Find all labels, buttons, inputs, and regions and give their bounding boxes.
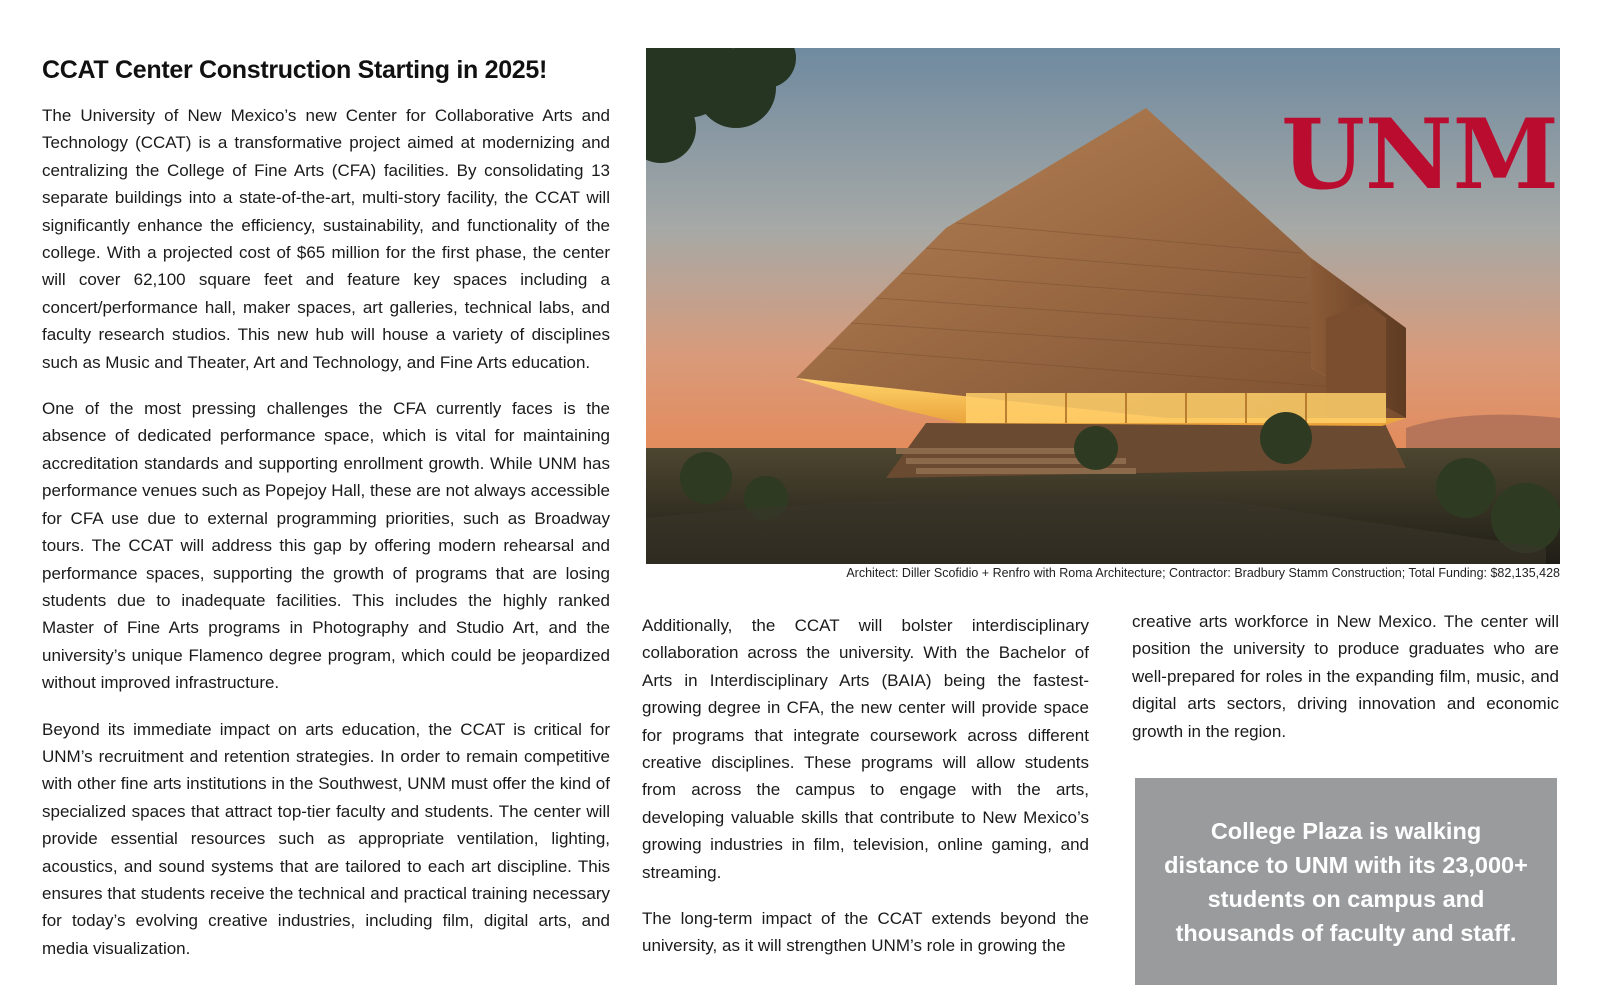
paragraph-performance-space: One of the most pressing challenges the CFA currently faces is the absence of dedicated performance space, which is vital for maintaining accreditation standards and supporting enrollment growth. While UNM has performance venues such as Popejoy Hall, these are not always accessible for CFA use due to external programming priorities, such as Broadway tours. The CCAT will address this gap by offering modern rehearsal and performance spaces, supporting the growth of programs that are losing students due to inadequate facilities. This includes the highly ranked Master of Fine Arts programs in Photography and Studio Art, and the university’s unique Flamenco degree program, which could be jeopardized without improved infrastructure.: [42, 399, 610, 693]
callout-text: College Plaza is walking distance to UNM with its 23,000+ students on campus and thousands of faculty and staff.: [1164, 817, 1528, 946]
college-plaza-callout: [1135, 778, 1557, 985]
left-text-column: [42, 102, 610, 981]
page-title: CCAT Center Construction Starting in 2025!: [42, 56, 548, 84]
middle-text-column: [642, 612, 1089, 979]
paragraph-long-term-impact: The long-term impact of the CCAT extends beyond the university, as it will strengthen UNM’s role in growing the: [642, 909, 1089, 956]
paragraph-overview: The University of New Mexico’s new Center for Collaborative Arts and Technology (CCAT) is a transformative project aimed at modernizing and centralizing the College of Fine Arts (CFA) facilities. By consolidating 13 separate buildings into a state-of-the-art, multi-story facility, the CCAT will significantly enhance the efficiency, sustainability, and functionality of the college. With a projected cost of $65 million for the first phase, the center will cover 62,100 square feet and feature key spaces including a concert/performance hall, maker spaces, art galleries, technical labs, and faculty research studios. This new hub will house a variety of disciplines such as Music and Theater, Art and Technology, and Fine Arts education.: [42, 106, 610, 372]
paragraph-interdisciplinary: Additionally, the CCAT will bolster interdisciplinary collaboration across the university. With the Bachelor of Arts in Interdisciplinary Arts (BAIA) being the fastest-growing degree in CFA, the new center will provide space for programs that integrate coursework across different creative disciplines. These programs will allow students from across the campus to engage with the arts, developing valuable skills that contribute to New Mexico’s growing industries in film, television, online gaming, and streaming.: [642, 616, 1089, 882]
paragraph-workforce: creative arts workforce in New Mexico. The center will position the university to produce graduates who are well-prepared for roles in the expanding film, music, and digital arts sectors, driving innovation and economic growth in the region.: [1132, 612, 1559, 741]
ccat-rendering-image: [646, 48, 1560, 564]
svg-text:UNM: UNM: [1281, 98, 1559, 211]
right-text-column: [1132, 608, 1559, 764]
image-caption: Architect: Diller Scofidio + Renfro with Roma Architecture; Contractor: Bradbury Stamm Construction; Total Funding: $82,135,428: [846, 566, 1560, 580]
paragraph-recruitment: Beyond its immediate impact on arts education, the CCAT is critical for UNM’s recruitment and retention strategies. In order to remain competitive with other fine arts institutions in the Southwest, UNM must offer the kind of specialized spaces that attract top-tier faculty and students. The center will provide essential resources such as appropriate ventilation, lighting, acoustics, and sound systems that are tailored to each art discipline. This ensures that students receive the technical and practical training necessary for today’s evolving creative industries, including film, digital arts, and media visualization.: [42, 719, 610, 958]
unm-logo: [1281, 98, 1559, 211]
building-illustration: [646, 48, 1560, 564]
